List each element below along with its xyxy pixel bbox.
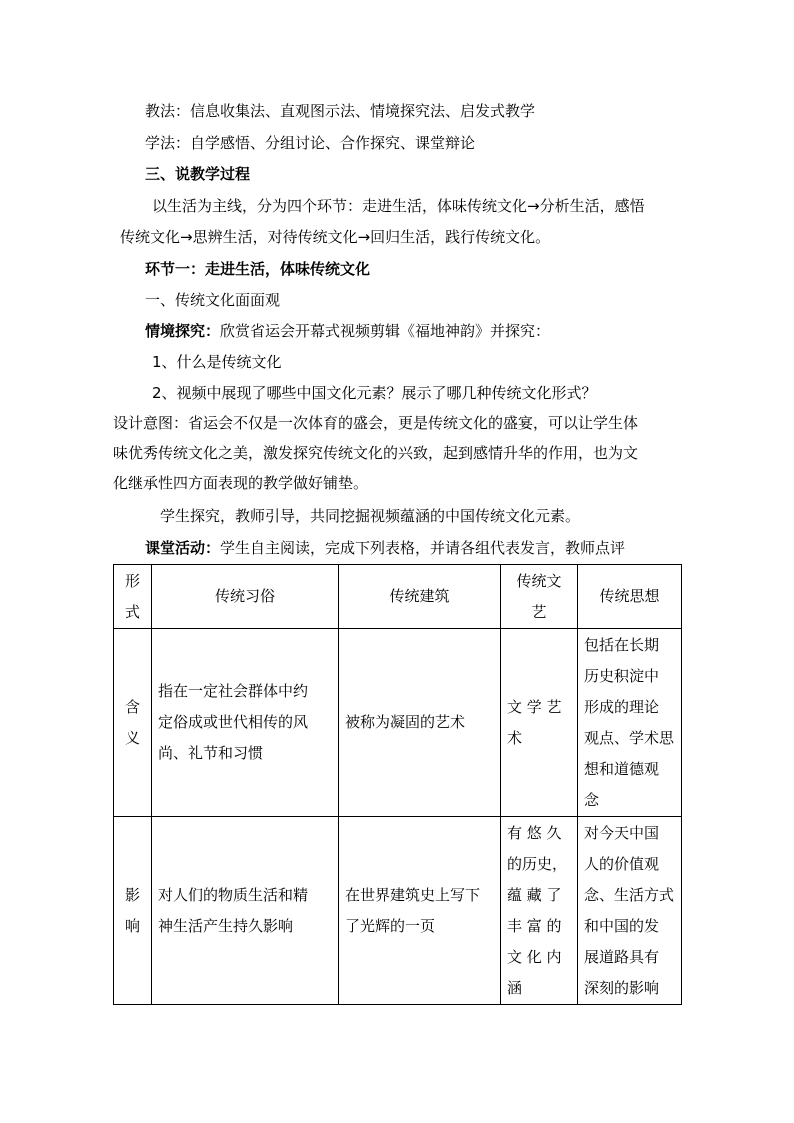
meaning-thought: 包括在长期 历史积淀中 形成的理论 观点、学术思 想和道德观 念	[578, 629, 682, 817]
question-1: 1、什么是传统文化	[152, 353, 282, 371]
situation-inquiry-text: 欣赏省运会开幕式视频剪辑《福地神韵》并探究：	[220, 322, 551, 340]
header-customs: 传统习俗	[152, 565, 339, 629]
design-intent-line-2: 味优秀传统文化之美，激发探究传统文化的兴致，起到感情升华的作用，也为文	[113, 444, 639, 462]
influence-literature-art: 有 悠 久 的历史， 蕴 藏 了 丰 富 的 文 化 内 涵	[501, 817, 578, 1005]
influence-architecture: 在世界建筑史上写下 了光辉的一页	[339, 817, 501, 1005]
header-thought: 传统思想	[578, 565, 682, 629]
meaning-customs: 指在一定社会群体中约 定俗成或世代相传的风 尚、礼节和习惯	[152, 629, 339, 817]
teaching-methods: 教法：信息收集法、直观图示法、情境探究法、启发式教学	[145, 102, 536, 120]
subsection-heading: 一、传统文化面面观	[145, 291, 281, 309]
stage-one-heading: 环节一：走进生活，体味传统文化	[145, 260, 371, 278]
meaning-architecture: 被称为凝固的艺术	[339, 629, 501, 817]
section-heading-teaching-process: 三、说教学过程	[145, 165, 251, 183]
learning-methods: 学法：自学感悟、分组讨论、合作探究、课堂辩论	[145, 134, 476, 152]
meaning-literature-art: 文 学 艺 术	[501, 629, 578, 817]
culture-forms-table	[113, 564, 682, 1005]
design-intent-line-3: 化继承性四方面表现的教学做好铺垫。	[113, 474, 369, 492]
table-row-influence	[114, 817, 682, 1005]
process-intro-line-1: 以生活为主线，分为四个环节：走进生活，体味传统文化→分析生活，感悟	[152, 197, 645, 215]
situation-inquiry	[145, 321, 550, 341]
student-inquiry-text: 学生探究，教师引导，共同挖掘视频蕴涵的中国传统文化元素。	[160, 507, 581, 525]
class-activity	[145, 538, 625, 558]
question-2: 2、视频中展现了哪些中国文化元素？展示了哪几种传统文化形式？	[152, 384, 597, 402]
row-label-influence: 影 响	[114, 817, 152, 1005]
table-header-row	[114, 565, 682, 629]
row-label-meaning: 含 义	[114, 629, 152, 817]
header-literature-art: 传统文 艺	[501, 565, 578, 629]
design-intent-line-1: 设计意图：省运会不仅是一次体育的盛会，更是传统文化的盛宴，可以让学生体	[113, 414, 639, 432]
influence-customs: 对人们的物质生活和精 神生活产生持久影响	[152, 817, 339, 1005]
situation-inquiry-label: 情境探究：	[145, 322, 221, 340]
class-activity-label: 课堂活动：	[145, 539, 221, 557]
header-architecture: 传统建筑	[339, 565, 501, 629]
table-row-meaning	[114, 629, 682, 817]
class-activity-text: 学生自主阅读，完成下列表格，并请各组代表发言，教师点评	[220, 539, 626, 557]
influence-thought: 对今天中国 人的价值观 念、生活方式 和中国的发 展道路具有 深刻的影响	[578, 817, 682, 1005]
header-form: 形 式	[114, 565, 152, 629]
process-intro-line-2: 传统文化→思辨生活，对待传统文化→回归生活，践行传统文化。	[120, 228, 551, 246]
